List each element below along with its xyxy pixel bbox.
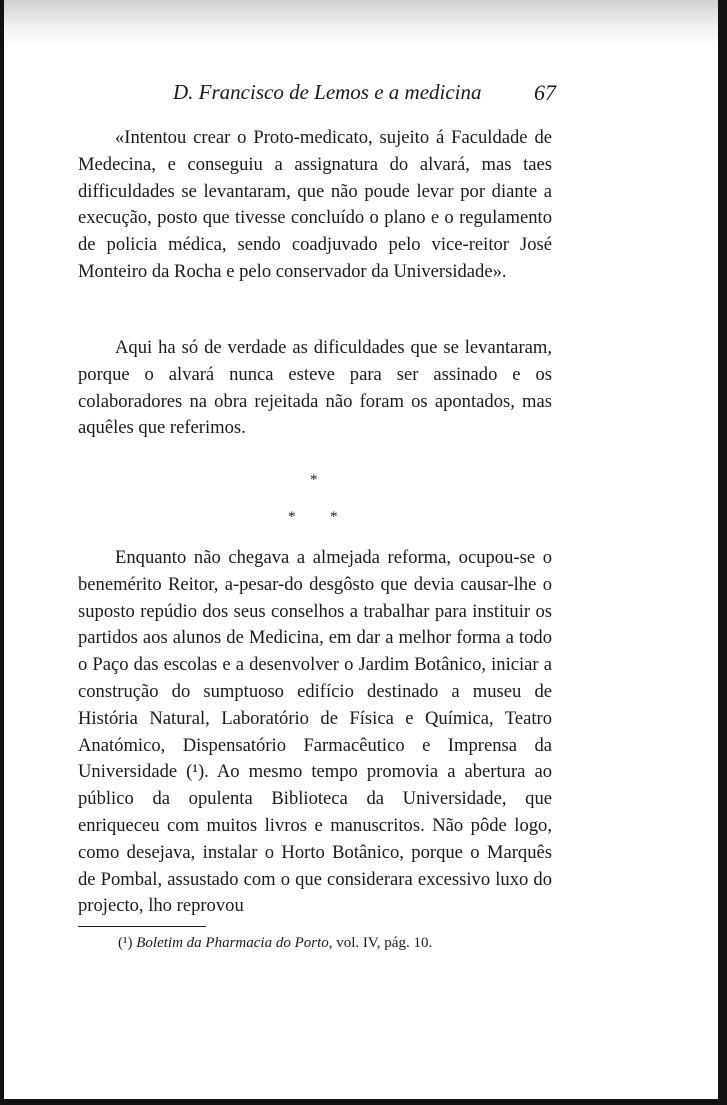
- page-number: 67: [534, 80, 556, 105]
- page-border-left: [0, 0, 4, 1105]
- paragraph-commentary: [78, 335, 552, 442]
- page-border-bottom: [0, 1099, 727, 1105]
- paragraph-text: Aqui ha só de verdade as dificuldades que se levantaram, porque o alvará nunca esteve para ser assinado e os colaboradores na obra rejeitada não foram os apontados, mas aquêles que referimos.: [78, 337, 552, 439]
- footnote: [118, 935, 432, 952]
- footnote-citation: , vol. IV, pág. 10.: [328, 935, 433, 951]
- footnote-divider: [78, 926, 206, 927]
- paragraph-text: Enquanto não chegava a almejada reforma, ocupou-se o benemérito Reitor, a-pesar-do desgôsto que devia causar-lhe o suposto repúdio dos seus conselhos a trabalhar para instituir os partidos aos alunos de Medicina, em dar a melhor forma a todo o Paço das escolas e a desenvolver o Jardim Botânico, iniciar a construção do sumptuoso edifício destinado a museu de História Natural, Laboratório de Física e Química, Teatro Anatómico, Dispensatório Farmacêutico e Imprensa da Universidade (¹). Ao mesmo tempo promovia a abertura ao público da opulenta Biblioteca da Universidade, que enriqueceu com muitos livros e manuscritos. Não pôde logo, como desejava, instalar o Horto Botânico, porque o Marquês de Pombal, assustado com o que considerara excessivo luxo do projecto, lho reprovou: [78, 547, 552, 917]
- section-separator-star: *: [288, 509, 296, 525]
- page-header: [78, 80, 556, 114]
- scan-shadow: [0, 0, 727, 46]
- section-separator-star: *: [330, 509, 338, 525]
- paragraph-text: «Intentou crear o Proto-medicato, sujeito á Faculdade de Medecina, e conseguiu a assignatura do alvará, mas taes difficuldades se levantaram, que não poude levar por diante a execução, posto que tivesse concluído o plano e o regulamento de policia médica, sendo coadjuvado pelo vice-reitor José Monteiro da Rocha e pelo conservador da Universidade».: [78, 127, 552, 282]
- page-border-right: [718, 0, 727, 1105]
- paragraph-main: [78, 545, 552, 920]
- section-separator-star: *: [310, 472, 318, 488]
- footnote-marker: (¹): [118, 935, 133, 951]
- running-title: D. Francisco de Lemos e a medicina: [173, 80, 482, 104]
- footnote-title: Boletim da Pharmacia do Porto: [136, 935, 329, 951]
- paragraph-quote: [78, 125, 552, 286]
